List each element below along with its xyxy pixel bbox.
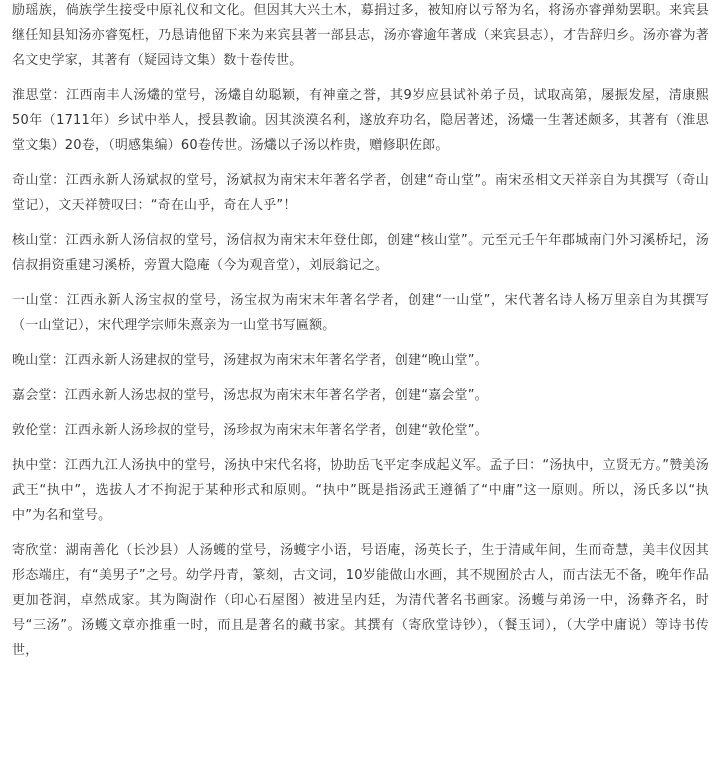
paragraph-wanshan-tang: 晚山堂：江西永新人汤建叔的堂号，汤建叔为南宋末年著名学者，创建“晚山堂”。 [12,353,488,368]
paragraph-jiahui-tang: 嘉会堂：江西永新人汤忠叔的堂号，汤忠叔为南宋末年著名学者，创建“嘉会堂”。 [12,388,488,403]
paragraph-zhizhong-tang: 执中堂：江西九江人汤执中的堂号，汤执中宋代名将，协助岳飞平定李成起义军。孟子曰：“汤执中，立贤无方。”赞美汤武王“执中”，选拔人才不拘泥于某种形式和原则。“执中”既是指汤武王遵循了“中庸”这一原则。所以，汤氏多以“执中”为名和堂号。 [12,458,709,523]
paragraph-yishan-tang: 一山堂：江西永新人汤宝叔的堂号，汤宝叔为南宋末年著名学者，创建“一山堂”，宋代著名诗人杨万里亲自为其撰写（一山堂记），宋代理学宗师朱熹亲为一山堂书写匾额。 [12,293,709,333]
paragraph-intro-continuation: 励瑶族，倘族学生接受中原礼仪和文化。但因其大兴土木，募捐过多，被知府以亏帑为名，将汤亦睿弹劾罢职。来宾县继任知县知汤亦睿冤枉，乃恳请他留下来为来宾县著一部县志，汤亦睿逾年著成（来宾县志），才告辞归乡。汤亦睿为著名文史学家，其著有（疑园诗文集）数十卷传世。 [12,3,709,68]
paragraph-jixin-tang: 寄欣堂：湖南善化（长沙县）人汤蠖的堂号，汤蠖字小语，号语庵，汤英长子，生于清咸年间，生而奇慧，美丰仪因其形态端庄，有“美男子”之号。幼学丹青，篆刻，古文词，10岁能做山水画，其不规囿於古人，而古法无不备，晚年作品更加苍润，卓然成家。其为陶澍作（印心石屋图）被进呈内廷，为清代著名书画家。汤蠖与弟汤一中，汤彝齐名，时号“三汤”。汤蠖文章亦推重一时，而且是著名的藏书家。其撰有（寄欣堂诗钞），（餐玉词），（大学中庸说）等诗书传世， [12,543,709,658]
paragraph-heshan-tang: 核山堂：江西永新人汤信叔的堂号，汤信叔为南宋末年登仕郎，创建“核山堂”。元至元壬午年郡城南门外习溪桥圮，汤信叔捐资重建习溪桥，旁置大隐庵（今为观音堂），刘辰翁记之。 [12,233,709,273]
paragraph-qishan-tang: 奇山堂：江西永新人汤斌叔的堂号，汤斌叔为南宋末年著名学者，创建“奇山堂”。南宋丞相文天祥亲自为其撰写（奇山堂记），文天祥赞叹曰：“奇在山乎，奇在人乎”！ [12,173,709,213]
paragraph-dunlun-tang: 敦伦堂：江西永新人汤珍叔的堂号，汤珍叔为南宋末年著名学者，创建“敦伦堂”。 [12,423,488,438]
paragraph-huaisi-tang: 淮思堂：江西南丰人汤爜的堂号，汤爜自幼聪颖，有神童之誉，其9岁应县试补弟子员，试取高第，屡振发屋，清康熙50年（1711年）乡试中举人，授县教谕。因其淡漠名利，遂放弃功名，隐居著述，汤爜一生著述颇多，其著有（淮思堂文集）20卷，（明感集编）60卷传世。汤爜以子汤以柞贵，赠修职佐郎。 [12,88,709,153]
